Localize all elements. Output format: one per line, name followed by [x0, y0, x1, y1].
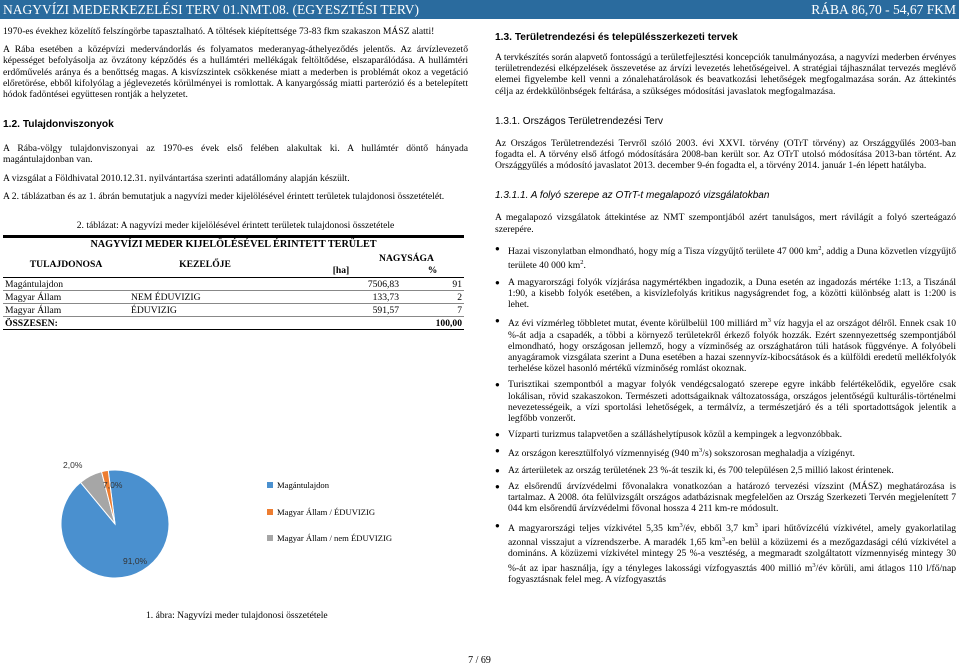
paragraph-intro-continued: 1970-es évekhez közelítő felszíngörbe tapasztalható. A töltések kiépítettsége 73-83 fkm szakaszon MÁSZ alatti!	[3, 26, 435, 37]
cell-percent: 2	[401, 291, 464, 304]
bullet-dot-icon: ●	[495, 380, 500, 390]
section-heading-teruletrendezes: 1.3. Területrendezési és településszerkezeti tervek	[495, 32, 738, 43]
header-section-range: RÁBA 86,70 - 54,67 FKM	[811, 2, 956, 17]
bullet-item	[495, 445, 956, 459]
bullet-dot-icon: ●	[495, 430, 500, 440]
pie-slice-label: 2,0%	[63, 460, 83, 470]
cell-manager: NEM ÉDUVIZIG	[129, 291, 281, 304]
bullet-superscript: 3	[754, 521, 758, 529]
legend-entry	[267, 480, 329, 490]
paragraph-table-intro: A 2. táblázatban és az 1. ábrán bemutatjuk a nagyvízi meder kijelölésével érintett területek tulajdonosi összetételét.	[3, 190, 445, 202]
cell-area-ha: 591,57	[281, 304, 401, 317]
subsubsection-heading-river-role: 1.3.1.1. A folyó szerepe az OTrT-t megalapozó vizsgálatokban	[495, 190, 770, 202]
bullet-text: ipari hűtővízcélú vízkivétel, amely gyakorlatilag azonnal visszajut a vízrendszerbe. A maradék 1,65 km	[508, 522, 957, 549]
legend-swatch	[267, 482, 273, 488]
bullet-item	[495, 429, 956, 440]
cell-owner: Magyar Állam	[3, 304, 129, 317]
bullet-dot-icon: ●	[495, 243, 500, 253]
bullet-dot-icon: ●	[495, 446, 500, 456]
table-total-row	[3, 317, 464, 330]
ownership-table	[3, 235, 464, 330]
bullet-text: , addig a Duna közvetlen vízgyűjtő területe 40 000 km	[508, 246, 956, 272]
legend-swatch	[267, 509, 273, 515]
legend-entry	[267, 507, 375, 517]
legend-swatch	[267, 535, 273, 541]
bullet-superscript: 3	[812, 561, 816, 569]
bullet-superscript: 2	[818, 244, 822, 252]
paragraph-ownership-history: A Rába-völgy tulajdonviszonyai az 1970-es évek első felében alakultak ki. A hullámtér döntő hányada magántulajdonban van.	[3, 143, 468, 166]
cell-owner: Magántulajdon	[3, 278, 129, 291]
bullet-item	[495, 277, 956, 311]
bullet-item	[495, 379, 956, 424]
paragraph-survey-source: A vizsgálat a Földhivatal 2010.12.31. nyilvántartása szerinti adatállomány alapján készült.	[3, 172, 350, 184]
page-header	[0, 0, 959, 19]
bullet-item	[495, 481, 956, 515]
table-row	[3, 278, 464, 291]
cell-area-ha: 7506,83	[281, 278, 401, 291]
bullet-text: Hazai viszonylatban elmondható, hogy míg a Tisza vízgyűjtő területe 47 000 km	[508, 246, 819, 258]
pie-chart-svg	[3, 444, 468, 609]
figure-caption: 1. ábra: Nagyvízi meder tulajdonosi összetétele	[146, 610, 328, 621]
cell-manager: ÉDUVIZIG	[129, 304, 281, 317]
bullet-text: Turisztikai szempontból a magyar folyók vendégcsalogató szerepe egyre inkább felértékelődik, egyelőre csak lokálisan, rövid szakaszokon. Természeti adottságaiknak változatossága, országos jelentőségű kulturális-történelmi nevezetességeik, a vízi sportolási lehetőségek, a termálvíz, a természetjáró és a téli sportadottságok jelentik a legfőbb vonzerőt.	[508, 379, 956, 425]
table-title: NAGYVÍZI MEDER KIJELÖLÉSÉVEL ÉRINTETT TERÜLET	[3, 237, 464, 252]
bullet-superscript: 2	[580, 259, 584, 267]
cell-area-ha: 133,73	[281, 291, 401, 304]
bullet-superscript: 3	[721, 536, 726, 544]
bullet-item	[495, 243, 956, 272]
bullet-text: /év körüli, ami átlagos 110 l/fő/nap fogyasztásnak felel meg. A vízfogyasztás	[508, 562, 957, 586]
bullet-superscript: 3	[767, 317, 771, 325]
pie-slice-label: 91,0%	[123, 556, 148, 566]
bullet-text: Az árterületek az ország területének 23 %-át teszik ki, és 700 településen 2,5 millió lakost érintenek.	[508, 464, 894, 476]
table-caption: 2. táblázat: A nagyvízi meder kijelölésével érintett területek tulajdonosi összetétele	[76, 220, 395, 232]
cell-percent: 91	[401, 278, 464, 291]
bullet-dot-icon: ●	[495, 465, 500, 475]
bullet-superscript: 3	[699, 447, 703, 455]
pie-slice-label: 7,0%	[103, 480, 123, 490]
table-row	[3, 291, 464, 304]
header-document-title: NAGYVÍZI MEDERKEZELÉSI TERV 01.NMT.08. (EGYESZTÉSI TERV)	[3, 2, 420, 17]
paragraph-planning-overview: A tervkészítés során alapvető fontosságú a területfejlesztési koncepciók tanulmányozása, a nagyvízi mederben érvényes területrendezési elképzelések összevetése az árvízi levezetés lehetőségeivel. A stratégiai tájhasználat tervezés meglévő elemei figyelembe kell venni a zónalehatárolások és beavatkozási lehetőségek megfogalmazása során. Az áttekintés célja az érdekkülönbségek feltárása, a szükséges módosítási javaslatok megfogalmazása.	[495, 52, 956, 97]
left-column	[3, 26, 468, 621]
cell-manager	[129, 278, 281, 291]
right-column	[495, 32, 956, 590]
paragraph-river-role-intro: A megalapozó vizsgálatok áttekintése az NMT szempontjából azért tanulságos, mert rávilágít a folyó szerteágazó szerepére.	[495, 212, 956, 235]
col-header-owner: TULAJDONOSA	[3, 252, 129, 278]
bullet-text: /s) sokszorosan meghaladja a vízigényt.	[702, 448, 855, 460]
ownership-pie-chart	[3, 444, 468, 624]
col-header-size: NAGYSÁGA	[379, 252, 434, 264]
col-header-unit-ha: [ha]	[281, 265, 401, 278]
page-number: 7 / 69	[468, 655, 491, 666]
bullet-item	[495, 315, 956, 374]
legend-label: Magyar Állam / nem ÉDUVIZIG	[277, 533, 393, 543]
cell-total-label: ÖSSZESEN:	[3, 317, 129, 330]
cell-owner: Magyar Állam	[3, 291, 129, 304]
bullet-text: Az országon keresztülfolyó vízmennyiség (940 m	[508, 448, 700, 460]
bullet-superscript: 3	[679, 521, 683, 529]
legend-entry	[267, 533, 392, 543]
legend-label: Magyar Állam / ÉDUVIZIG	[277, 507, 376, 517]
bullet-dot-icon: ●	[495, 277, 500, 287]
bullet-text: /év, ebből 3,7 km	[682, 522, 755, 534]
cell-percent: 7	[401, 304, 464, 317]
bullet-text: Vízparti turizmus talapvetően a szálláshelytípusok közül a kempingek a legvonzóbbak.	[508, 429, 843, 441]
bullet-item	[495, 465, 956, 476]
legend-label: Magántulajdon	[277, 480, 330, 490]
paragraph-raba-description: A Rába esetében a középvízi medervándorlás és folyamatos mederanyag-áthelyeződés jelentős. Az árvízlevezető képességet befolyásolja az övzátony képződés és a hullámtéri mellékágak feltöltődése, elszaparálódása. A hullámtéri erdőművelés aránya és a benőttség magas. A kisvízszintek csökkenése miatt a mederben is problémát okoz a vegetáció előretörése, ebből kifolyólag a jéglevezetés körülményei is romlottak. A kanyargósság miatti parterózió és a betelepített hódok fadöntései együttesen rontják a helyzetet.	[3, 44, 468, 101]
bullet-text: A magyarországi folyók vízjárása nagymértékben ingadozik, a Duna esetén az ingadozás mértéke 1:13, a Tiszánál 1:90, a kisebb folyók esetében, a kisvízlefolyás kritikus nagyságrendet fog, a közötti különbség alatt is 1:200 is lehet.	[508, 276, 956, 311]
table-row	[3, 304, 464, 317]
bullet-list	[495, 243, 956, 585]
col-header-unit-pct: %	[401, 265, 464, 278]
bullet-text: .	[583, 260, 586, 272]
bullet-dot-icon: ●	[495, 482, 500, 492]
subsection-heading-otrt: 1.3.1. Országos Területrendezési Terv	[495, 115, 664, 127]
section-heading-tulajdonviszonyok: 1.2. Tulajdonviszonyok	[3, 119, 114, 131]
bullet-item	[495, 520, 956, 586]
bullet-text: víz hagyja el az országot délről. Ennek csak 10 %-át adja a csapadék, a többi a környező területekről érkező folyók hozzák. Ezért szennyezettség szempontjából elmondható, hogy országosan jellemző, hogy a vízminőség az országhatáron túli hatások függvénye. A folyóbeli anyagáramok vizsgálata szerint a Duna esetében a hazai szennyvíz-kibocsátások és a külföldi eredetű mellékfolyók terhelése közel hasonló mértékű vízminőség romlást okoznak.	[508, 318, 957, 375]
bullet-text: -en belül a közüzemi és a mezőgazdasági célú vízkivétel a domináns. A közüzemi vízkivétel mintegy 25 %-a vesztéség, a megmaradt szolgáltatott vízmennyiség mintegy 30 %-át az ipar használja, így a tényleges lakossági vízfogyasztás 400 millió m	[508, 537, 957, 574]
paragraph-otrt-history: Az Országos Területrendezési Tervről szóló 2003. évi XXVI. törvény (OTrT törvény) az Országgyűlés 2003-ban fogadta el. A törvény első átfogó módosítására 2008-ban került sor. Az OTrT utolsó módosítása 2013-ban történt. Az Országgyűlés a módosító javaslatot 2013. december 9-én fogadta el, a törvény 2014. január 1-én lépett hatályba.	[495, 137, 956, 172]
cell-total-percent: 100,00	[401, 317, 464, 330]
bullet-text: A magyarországi teljes vízkivétel 5,35 km	[508, 522, 680, 534]
bullet-text: Az évi vízmérleg többletet mutat, évente körülbelül 100 milliárd m	[508, 318, 768, 330]
bullet-dot-icon: ●	[495, 316, 500, 326]
bullet-text: Az elsőrendű árvízvédelmi fővonalakra vonatkozóan a határozó tervezési vízszint (MÁSZ) meghatározása is tartalmaz. A 2008. óta felülvizsgált országos adatbázisnak megfelelően az Ország Szerkezeti Tervén megjelenített 7 044 km elsőrendű árvízvédelmi fővonal hossza 4 211 km-re módosult.	[508, 481, 956, 515]
col-header-manager: KEZELŐJE	[129, 252, 281, 278]
bullet-dot-icon: ●	[495, 520, 500, 530]
